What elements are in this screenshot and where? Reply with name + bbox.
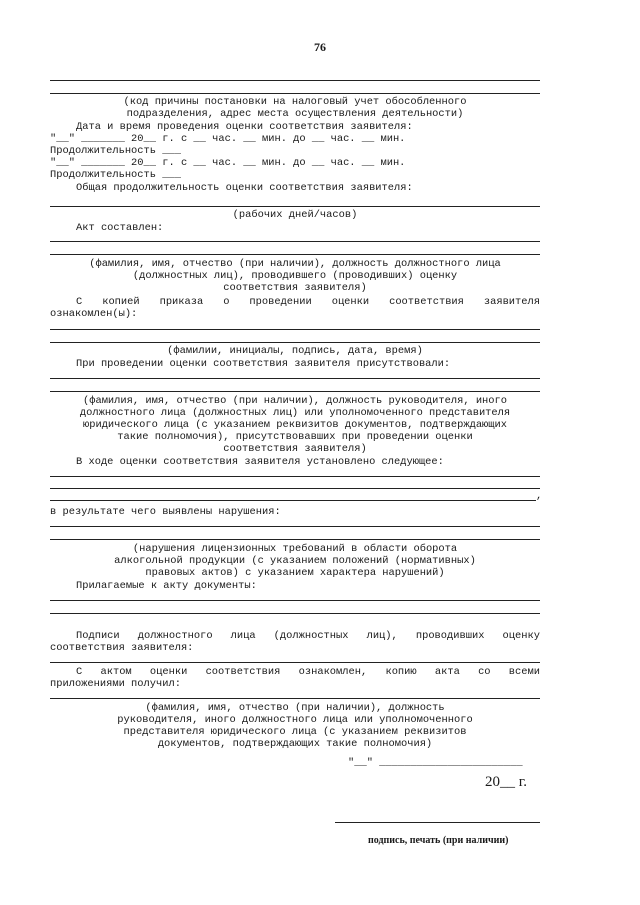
fill-line xyxy=(50,254,540,255)
violations-caption-line: (нарушения лицензионных требований в области оборота xyxy=(132,543,458,555)
present-caption-line: соответствия заявителя) xyxy=(223,443,367,455)
branch-caption-line: (код причины постановки на налоговый учет обособленного xyxy=(123,96,467,108)
date-quotes: "__" _______________________ xyxy=(348,757,523,769)
signature-line xyxy=(335,822,540,823)
word: должностного xyxy=(137,630,213,642)
date-fill-line: "__" _______ 20__ г. с __ час. __ мин. до __ час. __ мин. xyxy=(50,157,406,169)
word: актом xyxy=(100,666,132,678)
initials-caption: (фамилии, инициалы, подпись, дата, время) xyxy=(167,345,423,357)
present-caption-line: должностного лица (должностных лиц) или уполномоченного представителя xyxy=(79,407,511,419)
word: соответствия xyxy=(205,666,281,678)
word: всеми xyxy=(508,666,540,678)
fill-line xyxy=(50,241,540,242)
fill-line xyxy=(50,378,540,379)
fill-line xyxy=(50,476,540,477)
present-caption-line: юридического лица (с указанием реквизитов документов, подтверждающих xyxy=(82,419,507,431)
date-fill-line: "__" _______ 20__ г. с __ час. __ мин. до __ час. __ мин. xyxy=(50,133,406,145)
total-duration-label: Общая продолжительность оценки соответствия заявителя: xyxy=(76,182,413,194)
word: лиц), xyxy=(366,630,398,642)
page-number: 76 xyxy=(314,40,326,54)
signatures-end: соответствия заявителя: xyxy=(50,642,194,654)
representative-caption-line: представителя юридического лица (с указанием реквизитов xyxy=(123,726,467,738)
official-caption-line: соответствия заявителя) xyxy=(223,282,367,294)
official-caption-line: (должностных лиц), проводившего (проводивших) оценку xyxy=(132,270,458,282)
comma: , xyxy=(536,490,543,502)
fill-line xyxy=(50,526,540,527)
representative-caption-line: документов, подтверждающих такие полномочия) xyxy=(157,738,433,750)
fill-line xyxy=(50,698,540,699)
violations-caption-line: алкогольной продукции (с указанием положений (нормативных) xyxy=(114,555,476,567)
branch-caption-line: подразделения, адрес места осуществления деятельности) xyxy=(126,108,464,120)
fill-line xyxy=(50,93,540,94)
fill-line xyxy=(50,80,540,81)
word: соответствия xyxy=(389,296,464,308)
fill-line xyxy=(50,600,540,601)
order-copy-end: ознакомлен(ы): xyxy=(50,308,138,320)
violations-caption-line: правовых актов) с указанием характера нарушений) xyxy=(145,567,445,579)
duration-label: Продолжительность ___ xyxy=(50,145,181,157)
acquainted-end: приложениями получил: xyxy=(50,678,181,690)
representative-caption-line: руководителя, иного должностного лица или уполномоченного xyxy=(117,714,473,726)
fill-line xyxy=(50,391,540,392)
date-time-label: Дата и время проведения оценки соответствия заявителя: xyxy=(76,121,413,133)
word: приказа xyxy=(159,296,204,308)
word: Подписи xyxy=(76,630,120,642)
fill-line xyxy=(50,342,540,343)
fill-line xyxy=(50,206,540,207)
word: копию xyxy=(385,666,417,678)
word: лица xyxy=(230,630,256,642)
present-caption-line: (фамилия, имя, отчество (при наличии), должность руководителя, иного xyxy=(82,395,507,407)
violations-label: в результате чего выявлены нарушения: xyxy=(50,506,281,518)
fill-line xyxy=(50,329,540,330)
present-caption-line: такие полномочия), присутствовавших при проведении оценки xyxy=(117,431,473,443)
word: ознакомлен, xyxy=(298,666,368,678)
workdays-caption: (рабочих дней/часов) xyxy=(232,209,358,221)
act-compiled-label: Акт составлен: xyxy=(76,222,164,234)
acquainted-line xyxy=(76,666,540,678)
word: проведении xyxy=(249,296,312,308)
present-label: При проведении оценки соответствия заявителя присутствовали: xyxy=(76,358,451,370)
order-copy-line xyxy=(76,296,540,308)
word: проводивших xyxy=(415,630,485,642)
word: оценку xyxy=(502,630,540,642)
signature-caption: подпись, печать (при наличии) xyxy=(368,835,509,846)
word: о xyxy=(223,296,230,308)
representative-caption-line: (фамилия, имя, отчество (при наличии), должность xyxy=(145,702,445,714)
word: акта xyxy=(434,666,460,678)
word: (должностных xyxy=(273,630,349,642)
year-suffix: 20__ г. xyxy=(485,774,527,790)
word: С xyxy=(76,296,83,308)
fill-line xyxy=(50,539,540,540)
attached-label: Прилагаемые к акту документы: xyxy=(76,580,257,592)
duration-label: Продолжительность ___ xyxy=(50,169,181,181)
word: заявителя xyxy=(483,296,540,308)
fill-line xyxy=(50,662,540,663)
fill-line xyxy=(50,500,536,501)
word: С xyxy=(76,666,83,678)
official-caption-line: (фамилия, имя, отчество (при наличии), должность должностного лица xyxy=(89,258,501,270)
signatures-line xyxy=(76,630,540,642)
word: оценки xyxy=(331,296,370,308)
fill-line xyxy=(50,613,540,614)
word: со xyxy=(478,666,491,678)
word: оценки xyxy=(149,666,188,678)
fill-line xyxy=(50,488,540,489)
word: копией xyxy=(102,296,140,308)
established-label: В ходе оценки соответствия заявителя установлено следующее: xyxy=(76,456,444,468)
